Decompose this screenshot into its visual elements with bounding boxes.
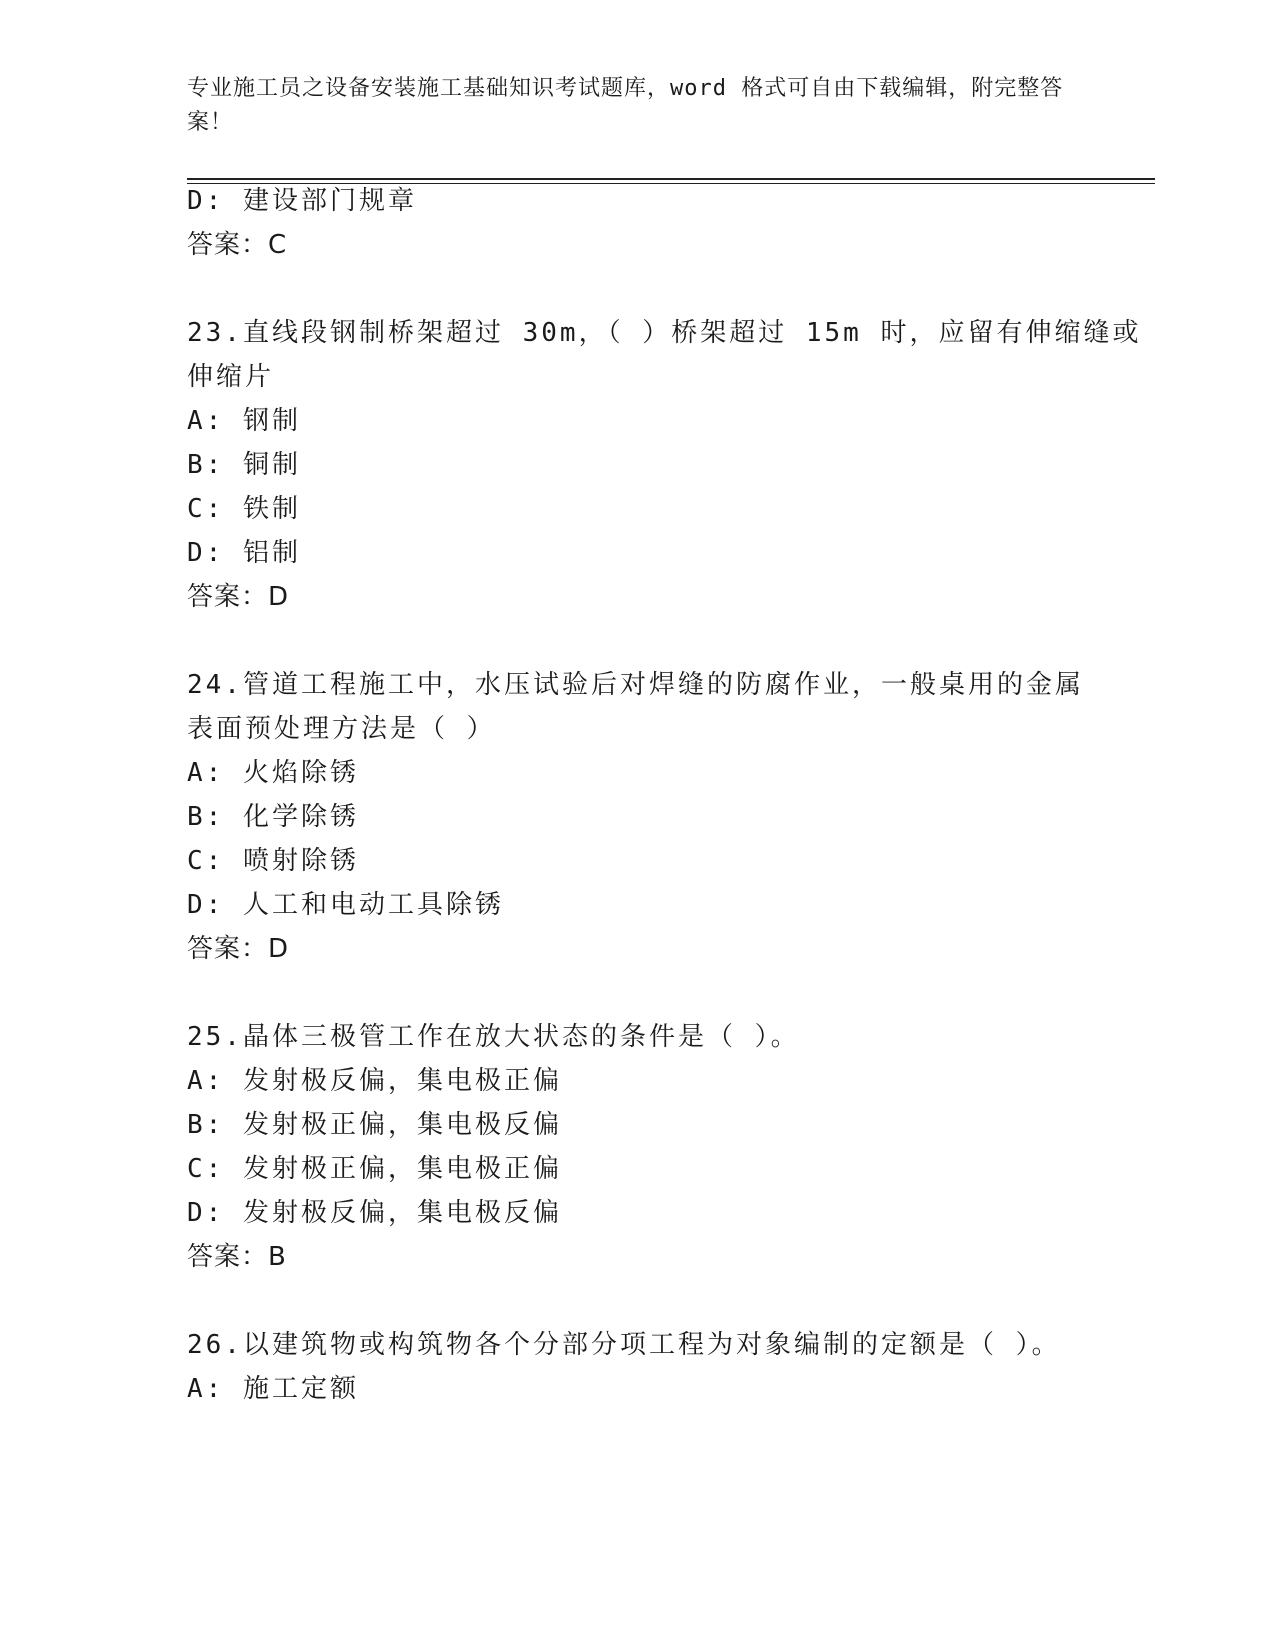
q23-stem-line1: 23.直线段钢制桥架超过 30m，（ ）桥架超过 15m 时，应留有伸缩缝或 [187,318,1142,348]
q24-stem-line1: 24.管道工程施工中，水压试验后对焊缝的防腐作业，一般桌用的金属 [187,670,1084,700]
q22-option-d: D: 建设部门规章 [187,186,417,216]
q24-stem-line2: 表面预处理方法是（ ） [187,714,496,744]
q25-option-c: C: 发射极正偏，集电极正偏 [187,1154,562,1184]
q25-option-a: A: 发射极反偏，集电极正偏 [187,1066,562,1096]
q24-option-b: B: 化学除锈 [187,802,359,832]
q25-option-b: B: 发射极正偏，集电极反偏 [187,1110,562,1140]
q25-stem-line1: 25.晶体三极管工作在放大状态的条件是（ ）。 [187,1022,800,1052]
q24-option-d: D: 人工和电动工具除锈 [187,890,504,920]
q23-option-c: C: 铁制 [187,494,301,524]
q23-option-a: A: 钢制 [187,406,301,436]
q26-stem-line1: 26.以建筑物或构筑物各个分部分项工程为对象编制的定额是（ ）。 [187,1330,1061,1360]
q23-option-b: B: 铜制 [187,450,301,480]
document-header: 专业施工员之设备安装施工基础知识考试题库，word 格式可自由下载编辑，附完整答案！ [187,76,1064,135]
q25-answer: 答案：B [187,1242,287,1272]
q22-answer: 答案：C [187,230,288,260]
q24-answer: 答案：D [187,934,290,964]
q23-answer: 答案：D [187,582,290,612]
q25-option-d: D: 发射极反偏，集电极反偏 [187,1198,562,1228]
q24-option-a: A: 火焰除锈 [187,758,359,788]
q23-stem-line2: 伸缩片 [187,362,275,392]
q26-option-a: A: 施工定额 [187,1374,359,1404]
q24-option-c: C: 喷射除锈 [187,846,359,876]
q23-option-d: D: 铝制 [187,538,301,568]
